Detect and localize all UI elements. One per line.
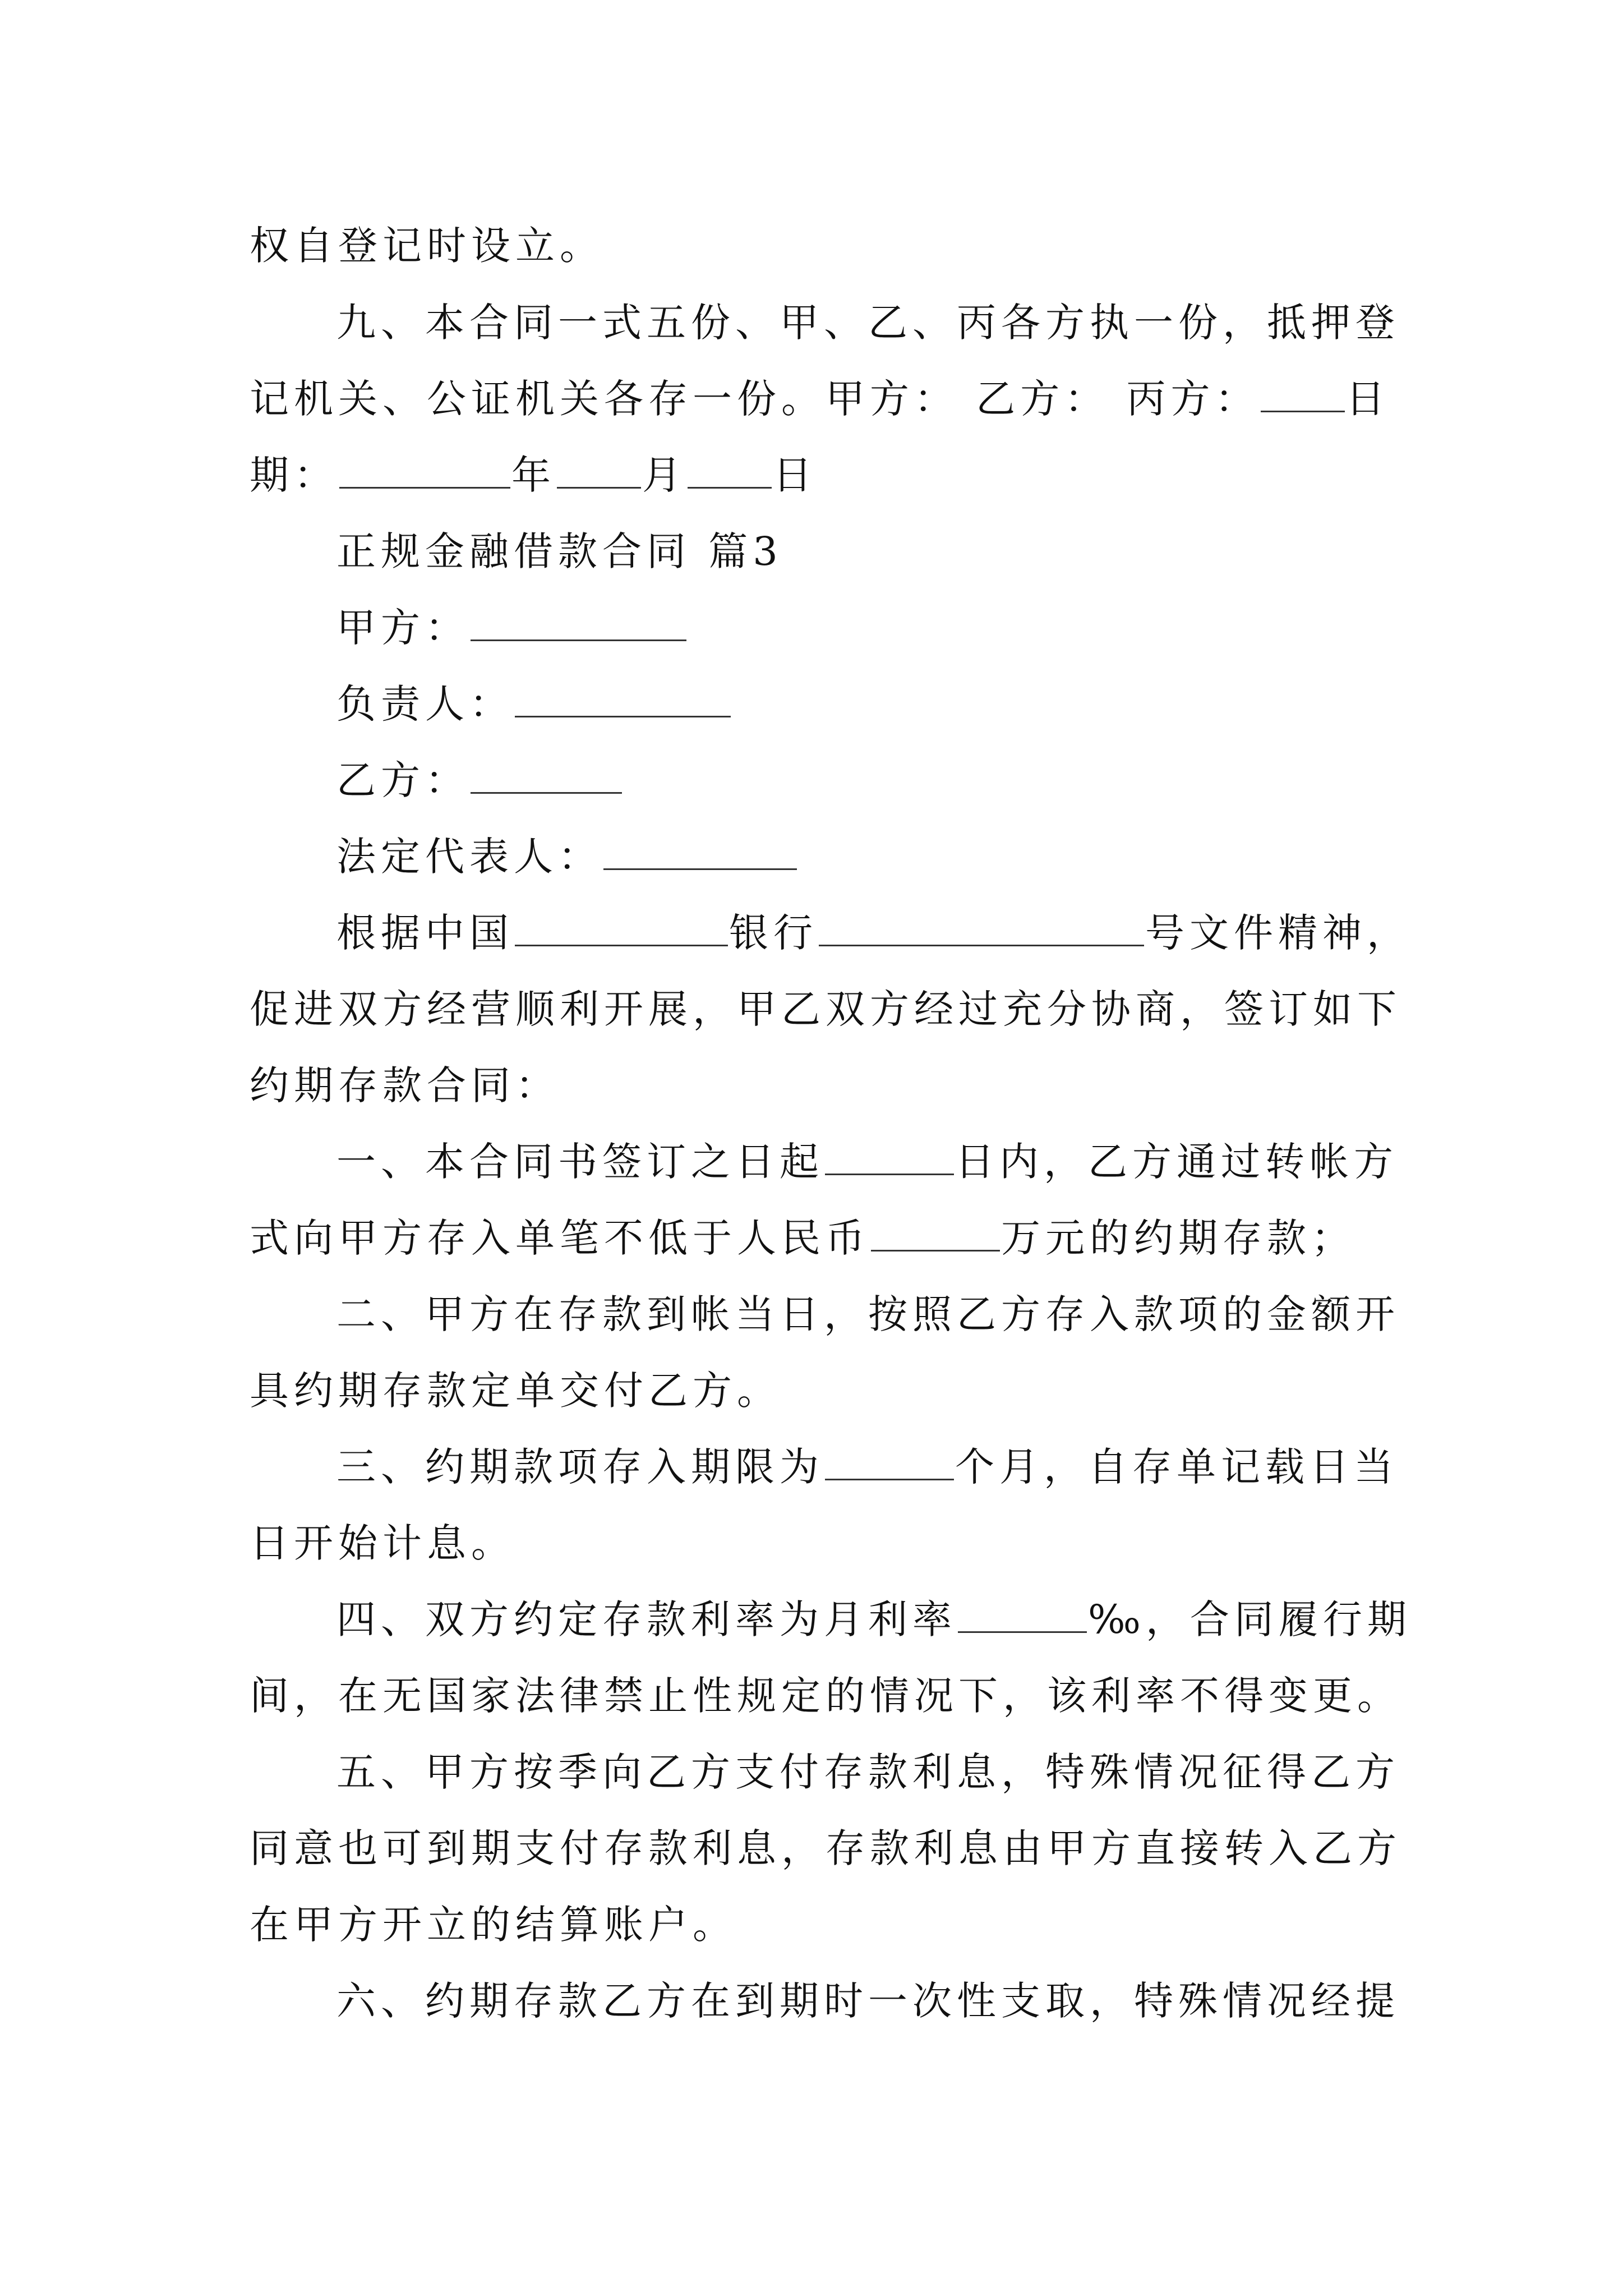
paragraph-text: 期： [250,452,338,498]
text-line [250,1059,560,1112]
paragraph-text: 日内，乙方通过转帐方 [955,1139,1398,1185]
text-line [250,219,604,273]
text-line [250,448,817,502]
fill-in-blank [471,606,686,641]
paragraph-text: ‰，合同履行期 [1088,1596,1412,1642]
text-line [336,1440,1398,1494]
paragraph-text: 日开始计息。 [250,1520,515,1566]
responsible-line [336,677,732,731]
fill-in-blank [471,758,622,794]
party-a-line [336,601,688,655]
fill-in-blank [515,682,731,717]
text-line [336,296,1400,349]
paragraph-text: 日 [1345,376,1390,422]
fill-in-blank [1261,377,1345,412]
fill-in-blank [871,1216,1000,1251]
text-line [250,372,1390,426]
fill-in-blank [688,453,772,489]
heading-text: 正规金融借款合同 篇3 [336,528,783,574]
text-line [336,1974,1400,2028]
paragraph-text: 记机关、公证机关各存一份。甲方： 乙方： 丙方： [250,376,1260,422]
party-b-line [336,753,623,807]
fill-in-blank [557,453,641,489]
paragraph-text: 万元的约期存款； [1001,1215,1355,1261]
text-line [336,1287,1400,1341]
field-label: 法定代表人： [336,834,602,880]
text-line [250,1821,1401,1875]
text-line [250,1669,1401,1723]
fill-in-blank [825,1445,954,1480]
text-line [250,1364,781,1418]
field-label: 甲方： [336,605,469,651]
paragraph-text: 六、约期存款乙方在到期时一次性支取，特殊情况经提 [336,1978,1400,2024]
paragraph-text: 一、本合同书签订之日起 [336,1139,824,1185]
paragraph-text: 九、本合同一式五份、甲、乙、丙各方执一份，抵押登 [336,300,1400,346]
fill-in-blank [339,453,510,489]
paragraph-text: 具约期存款定单交付乙方。 [250,1368,781,1414]
text-line [336,1135,1398,1189]
text-line [336,1745,1400,1799]
paragraph-text: 五、甲方按季向乙方支付存款利息，特殊情况征得乙方 [336,1749,1400,1795]
text-line [336,906,1411,960]
paragraph-text: 银行 [729,910,818,956]
paragraph-text: 月 [642,452,686,498]
text-line [250,1516,515,1570]
paragraph-text: 号文件精神， [1145,910,1411,956]
fill-in-blank [825,1140,954,1175]
paragraph-text: 年 [511,452,556,498]
paragraph-text: 权自登记时设立。 [250,223,604,269]
paragraph-text: 日 [773,452,817,498]
text-line [250,982,1401,1036]
paragraph-text: 式向甲方存入单笔不低于人民币 [250,1215,870,1261]
paragraph-text: 四、双方约定存款利率为月利率 [336,1596,957,1642]
text-line [336,1593,1412,1646]
fill-in-blank [515,911,728,946]
section-heading [336,524,783,578]
text-line [250,1211,1355,1265]
fill-in-blank [958,1598,1087,1633]
paragraph-text: 根据中国 [336,910,514,956]
legal-rep-line [336,830,798,884]
text-line [250,1898,737,1952]
paragraph-text: 三、约期款项存入期限为 [336,1444,824,1490]
paragraph-text: 间，在无国家法律禁止性规定的情况下，该利率不得变更。 [250,1673,1401,1719]
fill-in-blank [819,911,1144,946]
paragraph-text: 个月，自存单记载日当 [955,1444,1398,1490]
paragraph-text: 同意也可到期支付存款利息，存款利息由甲方直接转入乙方 [250,1825,1401,1871]
paragraph-text: 约期存款合同： [250,1062,560,1108]
paragraph-text: 促进双方经营顺利开展，甲乙双方经过充分协商，签订如下 [250,986,1401,1032]
fill-in-blank [603,835,797,870]
paragraph-text: 在甲方开立的结算账户。 [250,1902,737,1948]
field-label: 负责人： [336,681,514,727]
paragraph-text: 二、甲方在存款到帐当日，按照乙方存入款项的金额开 [336,1291,1400,1337]
field-label: 乙方： [336,757,469,803]
